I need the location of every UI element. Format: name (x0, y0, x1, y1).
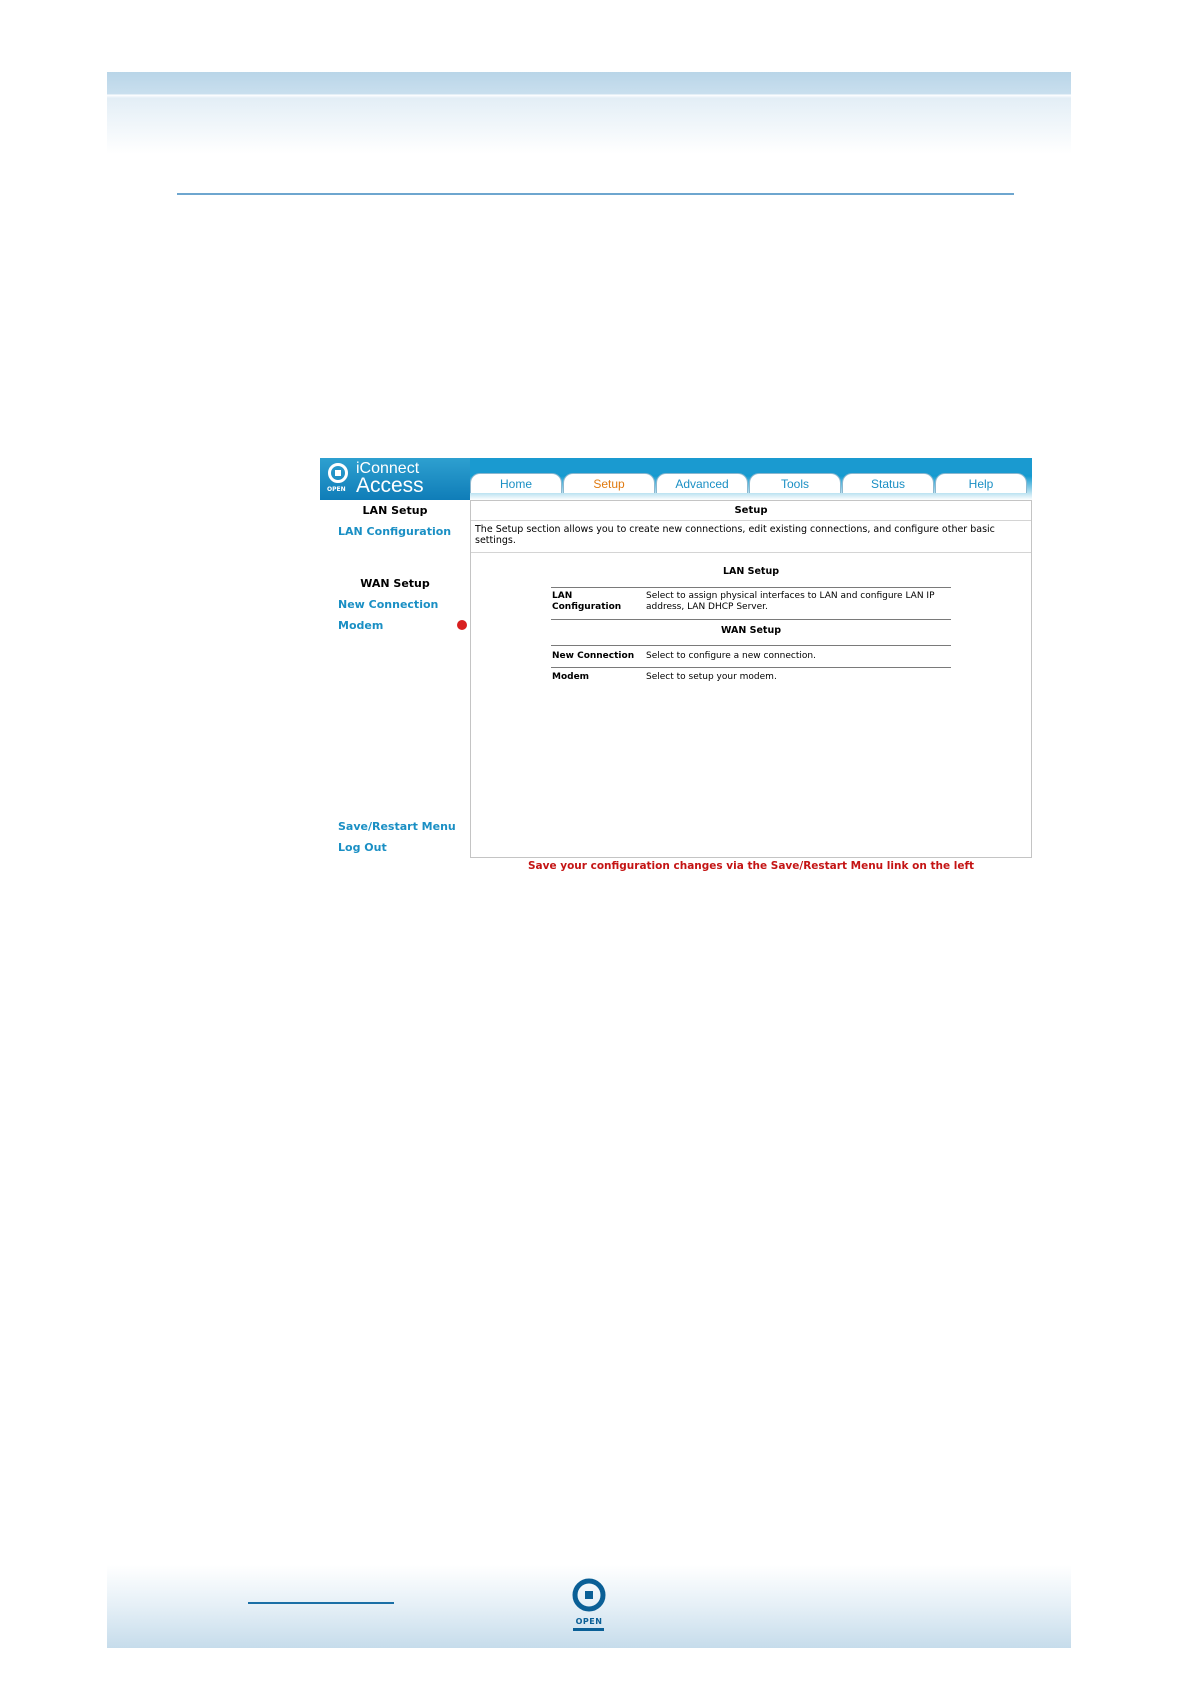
header-divider (177, 193, 1014, 195)
sidebar-item-modem[interactable]: Modem (338, 619, 384, 632)
brand-logo-small-text: OPEN (327, 486, 346, 493)
tab-bar-strip (470, 458, 1032, 474)
save-reminder-note: Save your configuration changes via the Save/Restart Menu link on the left (527, 860, 975, 872)
row-label-new-connection: New Connection (552, 651, 635, 661)
brand-name-line2: Access (356, 474, 424, 497)
footer-logo-underline (573, 1628, 604, 1631)
router-ui-screenshot (320, 458, 1032, 878)
intro-divider (471, 552, 1031, 553)
setup-content-panel (470, 500, 1032, 858)
row-desc-new-connection: Select to configure a new connection. (646, 651, 816, 661)
tab-help[interactable]: Help (935, 473, 1027, 493)
open-logo-icon (328, 463, 348, 483)
sidebar (320, 500, 470, 878)
tab-advanced[interactable]: Advanced (656, 473, 748, 493)
modem-alert-icon (457, 620, 467, 630)
footer-logo-label: OPEN (575, 1617, 603, 1626)
tab-tools[interactable]: Tools (749, 473, 841, 493)
sidebar-heading-wan: WAN Setup (360, 577, 430, 590)
footer-link-underline[interactable] (248, 1602, 394, 1604)
sidebar-item-logout[interactable]: Log Out (338, 841, 387, 854)
tab-list (470, 473, 1028, 493)
tab-home[interactable]: Home (470, 473, 562, 493)
row-desc-modem: Select to setup your modem. (646, 672, 777, 682)
page-title: Setup (734, 505, 768, 516)
title-divider (471, 520, 1031, 521)
open-logo-icon (570, 1578, 608, 1618)
sidebar-heading-lan: LAN Setup (362, 504, 428, 517)
intro-text: The Setup section allows you to create new connections, edit existing connections, and configure other basic settings. (475, 524, 995, 546)
sidebar-item-lan-configuration[interactable]: LAN Configuration (338, 525, 452, 538)
tab-setup[interactable]: Setup (563, 473, 655, 493)
table-rule (551, 619, 951, 620)
sidebar-item-new-connection[interactable]: New Connection (338, 598, 439, 611)
tab-status[interactable]: Status (842, 473, 934, 493)
wan-section-title: WAN Setup (720, 625, 782, 636)
page-header-band (107, 72, 1071, 154)
table-rule (551, 667, 951, 668)
main-tab-bar (470, 458, 1032, 500)
table-rule (551, 645, 951, 646)
table-rule (551, 587, 951, 588)
row-label-modem: Modem (552, 672, 590, 682)
lan-section-title: LAN Setup (722, 566, 780, 577)
row-desc-lan-configuration: Select to assign physical interfaces to LAN and configure LAN IP address, LAN DHCP Server. (646, 591, 935, 612)
brand-logo[interactable] (320, 458, 470, 500)
brand-name-line1: iConnect (356, 460, 420, 477)
row-label-lan-configuration: LAN Configuration (552, 591, 622, 612)
sidebar-item-save-restart[interactable]: Save/Restart Menu (338, 820, 456, 833)
